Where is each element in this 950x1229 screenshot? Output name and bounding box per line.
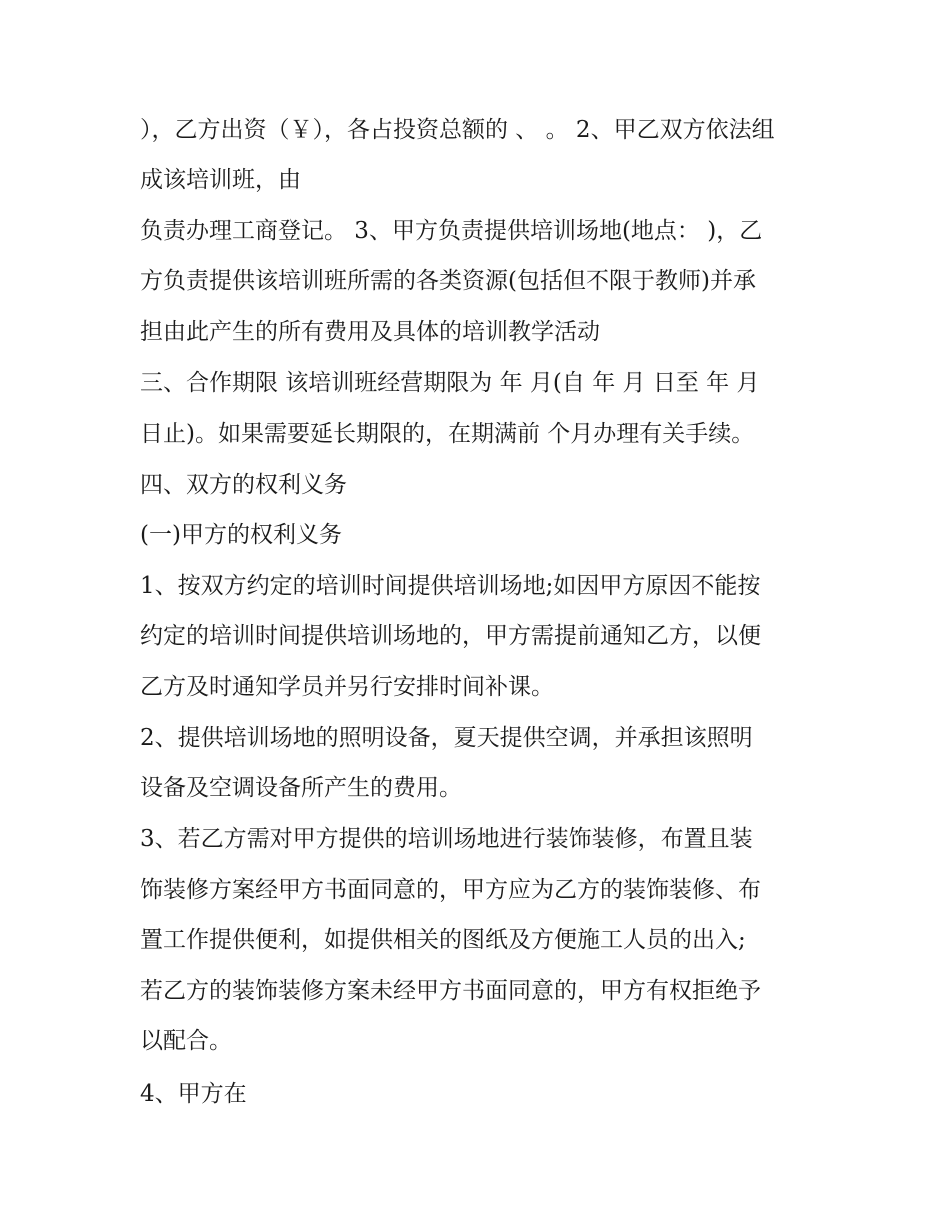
text-line: 方负责提供该培训班所需的各类资源(包括但不限于教师)并承 — [140, 268, 756, 294]
subsection-heading: (一)甲方的权利义务 — [140, 522, 342, 548]
text-line: 3、若乙方需对甲方提供的培训场地进行装饰装修，布置且装 — [140, 826, 753, 852]
text-line: 1、按双方约定的培训时间提供培训场地;如因甲方原因不能按 — [140, 573, 761, 599]
text-line: 设备及空调设备所产生的费用。 — [140, 775, 462, 801]
text-line: 以配合。 — [140, 1028, 232, 1054]
text-line: ），乙方出资（￥），各占投资总额的 、 。 2、甲乙双方依法组 — [140, 117, 775, 143]
text-line: 2、提供培训场地的照明设备，夏天提供空调，并承担该照明 — [140, 725, 753, 751]
text-line: 饰装修方案经甲方书面同意的，甲方应为乙方的装饰装修、布 — [140, 877, 761, 903]
text-line: 成该培训班，由 — [140, 167, 301, 193]
text-line: 日止)。如果需要延长期限的，在期满前 个月办理有关手续。 — [140, 421, 755, 447]
text-line: 约定的培训时间提供培训场地的，甲方需提前通知乙方，以便 — [140, 623, 761, 649]
text-line: 乙方及时通知学员并另行安排时间补课。 — [140, 674, 554, 700]
text-line: 置工作提供便利，如提供相关的图纸及方便施工人员的出入; — [140, 927, 746, 953]
text-line: 负责办理工商登记。 3、甲方负责提供培训场地(地点： )，乙 — [140, 218, 763, 244]
text-line: 4、甲方在 — [140, 1081, 247, 1107]
text-line: 三、合作期限 该培训班经营期限为 年 月(自 年 月 日至 年 月 — [140, 370, 760, 396]
section-heading: 四、双方的权利义务 — [140, 472, 347, 498]
text-line: 若乙方的装饰装修方案未经甲方书面同意的，甲方有权拒绝予 — [140, 978, 761, 1004]
text-line: 担由此产生的所有费用及具体的培训教学活动 — [140, 319, 600, 345]
